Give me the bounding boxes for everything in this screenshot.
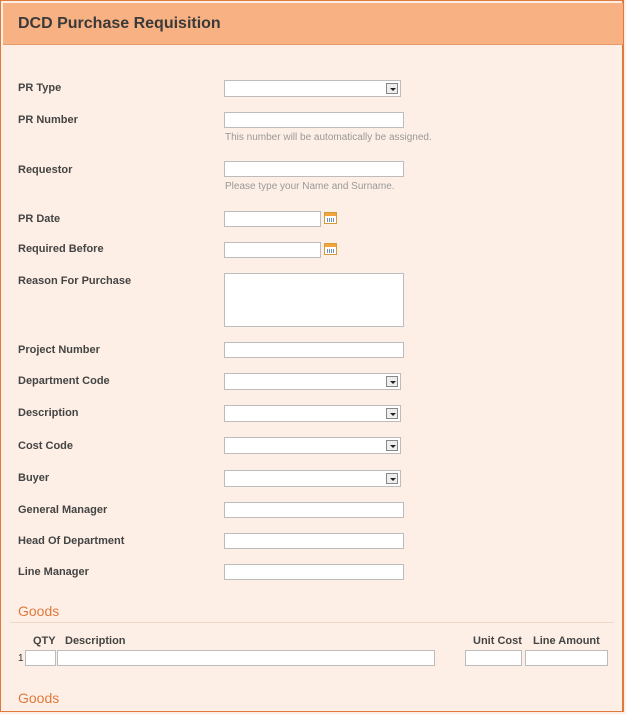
pr-date-field[interactable]: [224, 211, 321, 227]
chevron-down-icon[interactable]: [386, 408, 398, 419]
goods-section-title-2: Goods: [18, 690, 60, 706]
buyer-label: Buyer: [18, 472, 50, 484]
row-number: 1: [18, 653, 24, 664]
pr-date-label: PR Date: [18, 213, 61, 225]
pr-type-select[interactable]: [224, 80, 401, 97]
department-code-label: Department Code: [18, 375, 110, 387]
chevron-down-icon[interactable]: [386, 473, 398, 484]
pr-number-hint: This number will be automatically be assigned.: [225, 132, 432, 143]
requestor-hint: Please type your Name and Surname.: [225, 181, 395, 192]
pr-number-field[interactable]: [224, 112, 404, 128]
goods-description-input[interactable]: [57, 650, 435, 666]
project-number-label: Project Number: [18, 344, 100, 356]
calendar-icon[interactable]: [324, 212, 337, 224]
chevron-down-icon[interactable]: [386, 440, 398, 451]
line-manager-label: Line Manager: [18, 566, 89, 578]
line-amount-column-header: Line Amount: [533, 635, 600, 647]
qty-column-header: QTY: [33, 635, 56, 647]
cost-code-select[interactable]: [224, 437, 401, 454]
unit-cost-column-header: Unit Cost: [473, 635, 522, 647]
required-before-label: Required Before: [18, 243, 104, 255]
description-label: Description: [18, 407, 79, 419]
head-of-department-label: Head Of Department: [18, 535, 125, 547]
qty-input[interactable]: [25, 650, 56, 666]
description-select[interactable]: [224, 405, 401, 422]
chevron-down-icon[interactable]: [386, 83, 398, 94]
head-of-department-field[interactable]: [224, 533, 404, 549]
requestor-field[interactable]: [224, 161, 404, 177]
section-divider: [10, 622, 614, 623]
general-manager-label: General Manager: [18, 504, 108, 516]
general-manager-field[interactable]: [224, 502, 404, 518]
chevron-down-icon[interactable]: [386, 376, 398, 387]
reason-textarea[interactable]: [224, 273, 404, 327]
requestor-label: Requestor: [18, 164, 73, 176]
line-amount-input[interactable]: [525, 650, 608, 666]
goods-section-title: Goods: [18, 603, 60, 619]
pr-number-label: PR Number: [18, 114, 78, 126]
department-code-select[interactable]: [224, 373, 401, 390]
project-number-field[interactable]: [224, 342, 404, 358]
description-column-header: Description: [65, 635, 126, 647]
cost-code-label: Cost Code: [18, 440, 73, 452]
line-manager-field[interactable]: [224, 564, 404, 580]
page-title: DCD Purchase Requisition: [18, 15, 221, 32]
form-header: [3, 3, 623, 45]
pr-type-label: PR Type: [18, 82, 62, 94]
unit-cost-input[interactable]: [465, 650, 522, 666]
buyer-select[interactable]: [224, 470, 401, 487]
calendar-icon[interactable]: [324, 243, 337, 255]
required-before-field[interactable]: [224, 242, 321, 258]
reason-label: Reason For Purchase: [18, 275, 132, 287]
